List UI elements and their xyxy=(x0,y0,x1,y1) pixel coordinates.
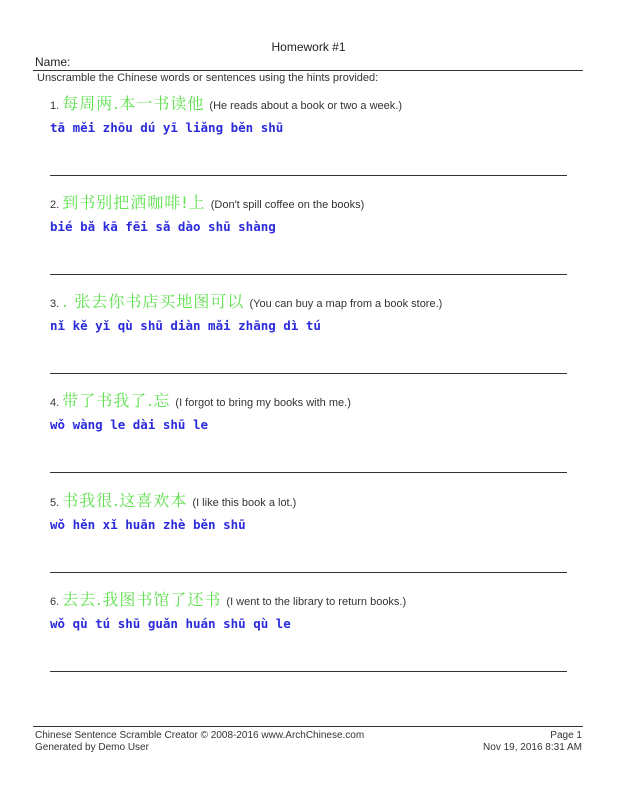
question-1 xyxy=(50,93,570,193)
question-prompt xyxy=(50,192,570,214)
footer-date: Nov 19, 2016 8:31 AM xyxy=(483,742,582,753)
name-line xyxy=(33,70,583,71)
scrambled-chinese: 到书别把洒咖啡!上 xyxy=(62,193,206,212)
question-prompt xyxy=(50,490,570,512)
footer-copyright: Chinese Sentence Scramble Creator © 2008-2016 www.ArchChinese.com xyxy=(35,730,365,741)
english-hint: (I went to the library to return books.) xyxy=(226,596,407,608)
footer-page-number: Page 1 xyxy=(550,730,582,741)
answer-line[interactable] xyxy=(50,472,567,473)
english-hint: (You can buy a map from a book store.) xyxy=(249,298,443,310)
question-prompt xyxy=(50,291,570,313)
answer-line[interactable] xyxy=(50,175,567,176)
scrambled-chinese: 带了书我了.忘 xyxy=(62,391,171,410)
scrambled-chinese: 书我很.这喜欢本 xyxy=(62,491,188,510)
question-number: 6. xyxy=(50,596,60,608)
answer-line[interactable] xyxy=(50,671,567,672)
answer-line[interactable] xyxy=(50,572,567,573)
question-number: 5. xyxy=(50,497,60,509)
question-3 xyxy=(50,291,570,391)
instructions-text: Unscramble the Chinese words or sentences using the hints provided: xyxy=(37,72,379,84)
pinyin-text: bié bǎ kā fēi sǎ dào shū shàng xyxy=(50,219,276,234)
pinyin-text: tā měi zhōu dú yī liǎng běn shū xyxy=(50,120,284,135)
question-6 xyxy=(50,589,570,689)
footer-divider xyxy=(33,726,583,727)
footer-right xyxy=(483,730,582,754)
question-4 xyxy=(50,390,570,490)
question-number: 2. xyxy=(50,199,60,211)
question-number: 1. xyxy=(50,100,60,112)
english-hint: (I forgot to bring my books with me.) xyxy=(175,397,351,409)
question-prompt xyxy=(50,589,570,611)
footer-left xyxy=(35,730,364,754)
scrambled-chinese: . 张去你书店买地图可以 xyxy=(62,292,245,311)
english-hint: (He reads about a book or two a week.) xyxy=(209,100,403,112)
pinyin-text: wǒ hěn xǐ huān zhè běn shū xyxy=(50,517,246,532)
name-label: Name: xyxy=(35,55,71,69)
pinyin-text: wǒ qù tú shū guǎn huán shū qù le xyxy=(50,616,291,631)
answer-line[interactable] xyxy=(50,373,567,374)
footer-generated-by: Generated by Demo User xyxy=(35,742,149,753)
worksheet-title: Homework #1 xyxy=(271,40,346,54)
scrambled-chinese: 每周两.本一书读他 xyxy=(62,94,205,113)
question-2 xyxy=(50,192,570,292)
question-number: 3. xyxy=(50,298,60,310)
question-number: 4. xyxy=(50,397,60,409)
pinyin-text: nǐ kě yǐ qù shū diàn mǎi zhāng dì tú xyxy=(50,318,321,333)
english-hint: (Don't spill coffee on the books) xyxy=(210,199,365,211)
answer-line[interactable] xyxy=(50,274,567,275)
english-hint: (I like this book a lot.) xyxy=(192,497,297,509)
question-prompt xyxy=(50,390,570,412)
pinyin-text: wǒ wàng le dài shū le xyxy=(50,417,209,432)
scrambled-chinese: 去去.我图书馆了还书 xyxy=(62,590,222,609)
question-5 xyxy=(50,490,570,590)
question-prompt xyxy=(50,93,570,115)
